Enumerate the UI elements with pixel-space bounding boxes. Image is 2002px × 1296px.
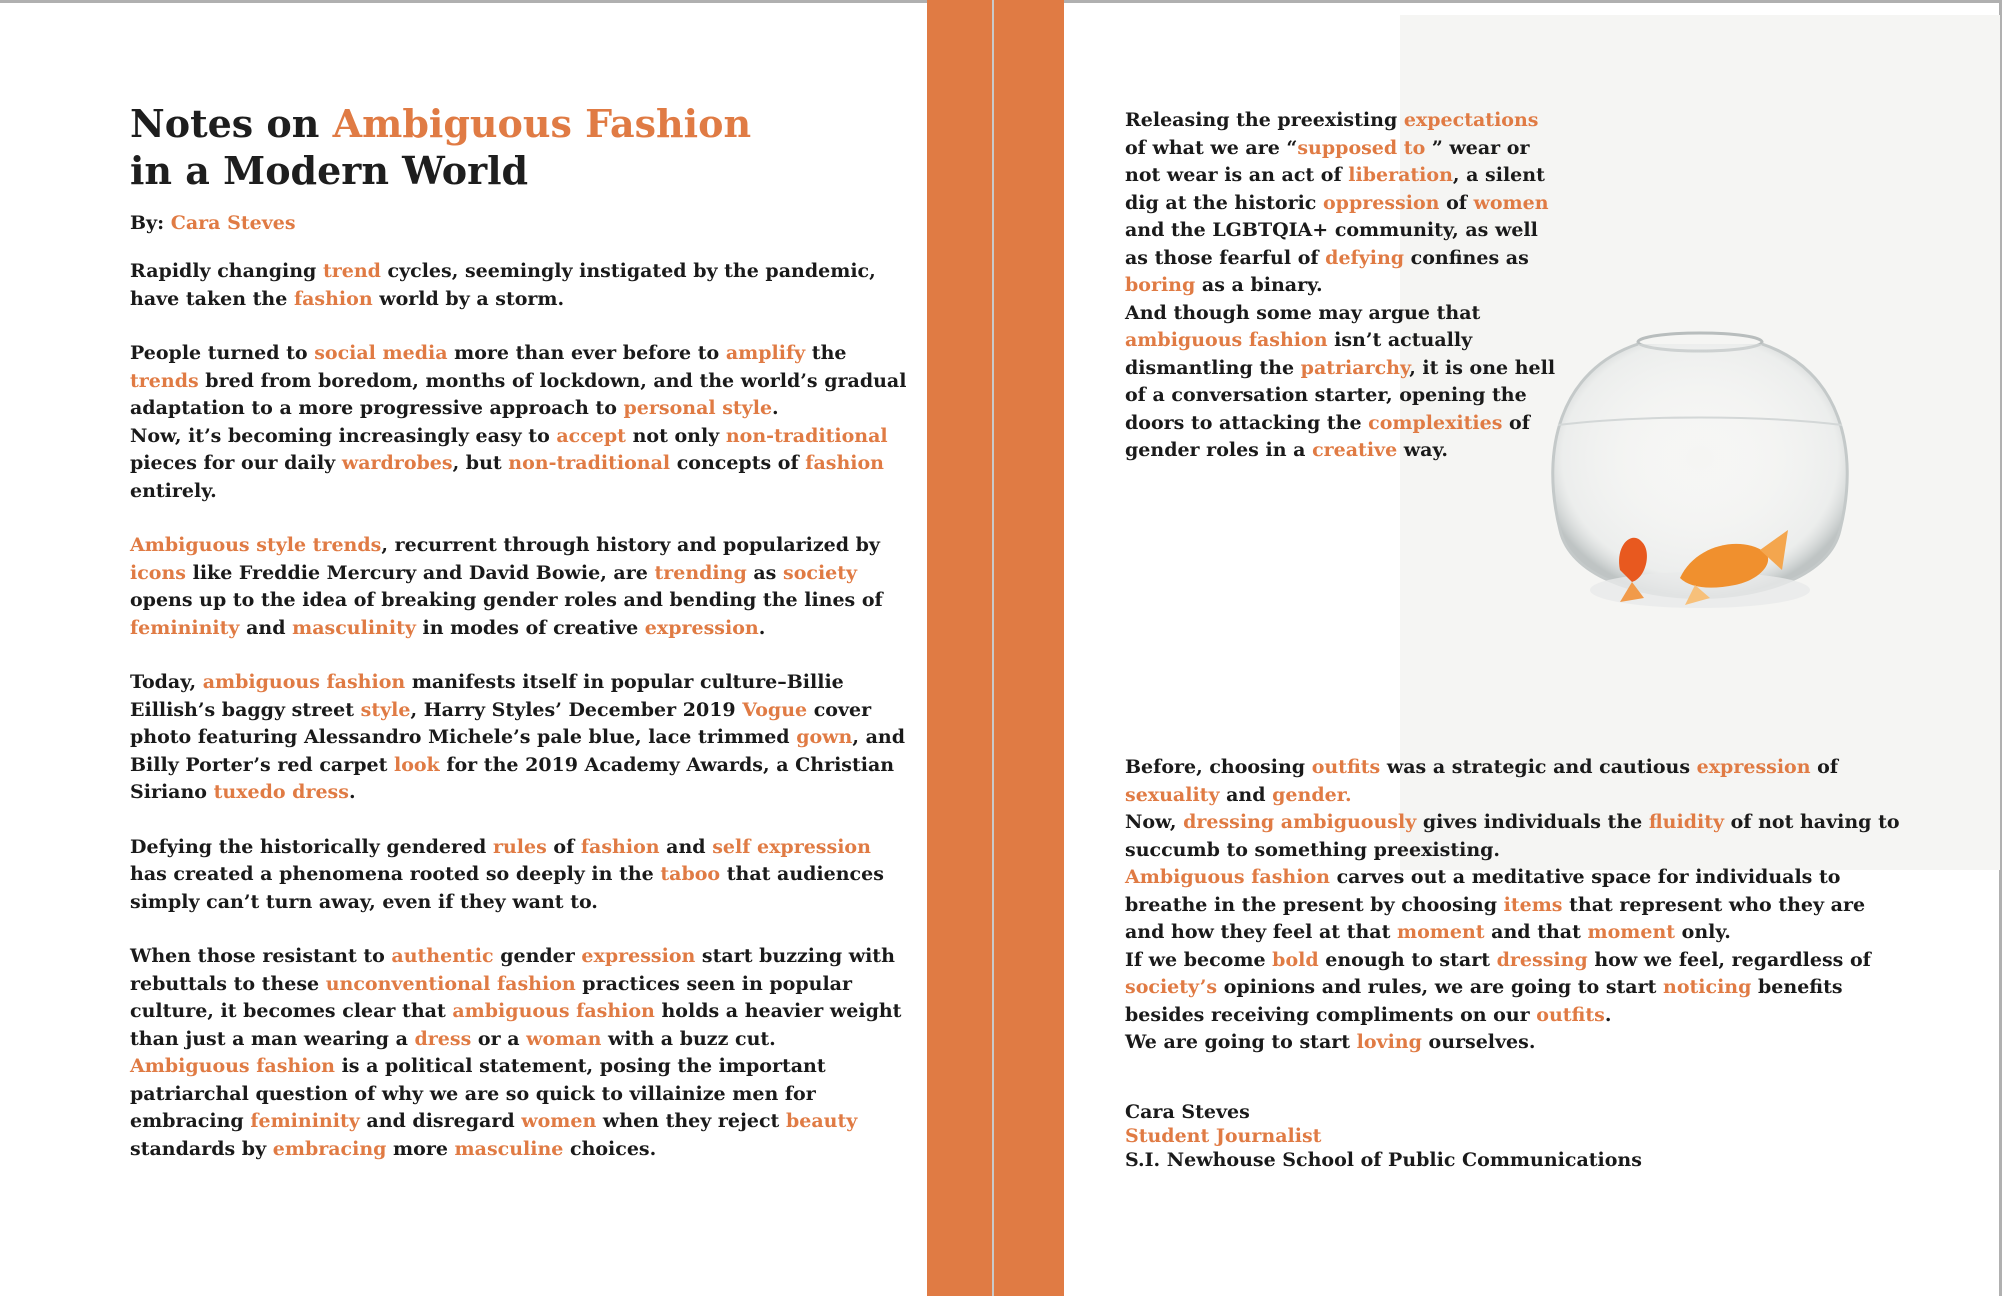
- text-run: for the 2019 Academy Awards, a Christian Siriano: [130, 753, 895, 803]
- highlight-term: fashion: [293, 287, 373, 310]
- highlight-term: patriarchy: [1300, 356, 1410, 379]
- text-run: Defying the historically gendered: [130, 835, 493, 858]
- highlight-term: expression: [581, 945, 696, 967]
- text-run: of gender roles in a: [1125, 411, 1530, 461]
- text-run: , Harry Styles’ December 2019: [410, 698, 743, 721]
- highlight-term: accept: [556, 424, 626, 447]
- text-run: of: [546, 835, 581, 858]
- author-signature: [1125, 1100, 1642, 1172]
- text-run: And though some may argue that: [1125, 301, 1481, 324]
- signature-name: Cara Steves: [1125, 1101, 1250, 1123]
- paragraph: [1125, 107, 1565, 300]
- text-run: that represent who they are and how they feel at that: [1125, 893, 1866, 943]
- highlight-term: items: [1503, 893, 1563, 916]
- text-run: holds a heavier weight than just a man wearing a: [130, 1000, 902, 1050]
- highlight-term: moment: [1587, 921, 1676, 943]
- text-run: gender: [493, 945, 582, 967]
- text-run: Before, choosing: [1125, 756, 1312, 778]
- paragraph: [1125, 809, 1905, 864]
- highlight-term: tuxedo dress: [213, 781, 349, 803]
- highlight-term: Vogue: [742, 698, 808, 721]
- highlight-term: amplify: [725, 342, 806, 364]
- text-run: start buzzing with rebuttals to these: [130, 945, 895, 995]
- highlight-term: dress: [414, 1027, 472, 1050]
- text-run: or a: [471, 1027, 527, 1050]
- text-run: Rapidly changing: [130, 260, 323, 282]
- highlight-term: fashion: [805, 452, 884, 474]
- highlight-term: complexities: [1368, 411, 1503, 434]
- text-run: Releasing the preexisting: [1125, 109, 1404, 131]
- text-run: of: [1810, 756, 1839, 778]
- text-run: bred from boredom, months of lockdown, and the world’s gradual adaptation to a more progressive approach to: [130, 369, 907, 419]
- text-run: concepts of: [670, 452, 806, 474]
- highlight-term: trending: [654, 561, 747, 584]
- text-run: ” wear or not wear is an act of: [1125, 136, 1530, 186]
- highlight-term: beauty: [785, 1110, 858, 1132]
- byline: [130, 212, 910, 234]
- highlight-term: trend: [322, 260, 381, 282]
- orange-stripe-left: [927, 0, 992, 1296]
- text-run: of not having to succumb to something preexisting.: [1125, 811, 1900, 861]
- byline-label: By:: [130, 212, 171, 234]
- highlight-term: expression: [1696, 756, 1811, 778]
- highlight-term: personal style: [623, 397, 773, 419]
- highlight-term: Ambiguous style trends: [130, 534, 382, 556]
- signature-role: Student Journalist: [1125, 1125, 1322, 1147]
- text-run: Today,: [130, 671, 203, 693]
- text-run: carves out a meditative space for individuals to breathe in the present by choosing: [1125, 866, 1841, 916]
- paragraph: [130, 532, 910, 642]
- highlight-term: femininity: [250, 1110, 360, 1132]
- highlight-term: dressing: [1496, 948, 1588, 971]
- highlight-term: oppression: [1323, 191, 1440, 214]
- text-run: When those resistant to: [130, 945, 392, 967]
- highlight-term: Ambiguous fashion: [1125, 866, 1330, 888]
- text-run: .: [1604, 1003, 1612, 1026]
- text-run: .: [758, 616, 766, 639]
- paragraph: [130, 834, 910, 917]
- text-run: entirely.: [130, 479, 217, 502]
- article-body-left: [130, 258, 910, 1163]
- highlight-term: self expression: [712, 835, 871, 858]
- text-run: is a political statement, posing the important patriarchal question of why we are so quick to villainize men for embracing: [130, 1055, 826, 1132]
- text-run: how we feel, regardless of: [1587, 948, 1871, 971]
- highlight-term: masculine: [454, 1137, 564, 1160]
- highlight-term: taboo: [660, 863, 721, 885]
- highlight-term: non-traditional: [508, 452, 671, 474]
- highlight-term: unconventional fashion: [325, 972, 576, 995]
- highlight-term: dressing ambiguously: [1183, 811, 1417, 833]
- highlight-term: creative: [1312, 439, 1398, 461]
- highlight-term: non-traditional: [725, 424, 888, 447]
- highlight-term: society: [783, 561, 858, 584]
- text-run: that audiences simply can’t turn away, even if they want to.: [130, 863, 884, 913]
- text-run: If we become: [1125, 948, 1273, 971]
- text-run: cycles, seemingly instigated by the pandemic, have taken the: [130, 260, 876, 310]
- text-run: cover photo featuring Alessandro Michele’s pale blue, lace trimmed: [130, 698, 872, 748]
- highlight-term: ambiguous fashion: [452, 1000, 655, 1022]
- paragraph: [130, 669, 910, 807]
- article-body-right-bottom: [1125, 754, 1905, 1057]
- text-run: confines as: [1404, 246, 1529, 269]
- text-run: pieces for our daily: [130, 452, 342, 474]
- text-run: ourselves.: [1421, 1031, 1536, 1053]
- text-run: of what we are “: [1125, 136, 1298, 159]
- text-run: , recurrent through history and popularized by: [381, 534, 880, 556]
- text-run: as: [746, 561, 783, 584]
- goldfish-bowl-image: [1520, 330, 1880, 650]
- text-run: , and Billy Porter’s red carpet: [130, 726, 905, 776]
- text-run: opens up to the idea of breaking gender roles and bending the lines of: [130, 589, 883, 611]
- text-run: when they reject: [596, 1110, 786, 1132]
- text-run: opinions and rules, we are going to start: [1217, 976, 1664, 998]
- text-run: world by a storm.: [372, 287, 565, 310]
- text-run: the: [805, 342, 847, 364]
- text-run: with a buzz cut.: [601, 1027, 776, 1050]
- highlight-term: woman: [526, 1027, 602, 1050]
- article-body-right-top: [1125, 107, 1565, 465]
- text-run: manifests itself in popular culture–Billie Eillish’s baggy street: [130, 671, 844, 721]
- highlight-term: trends: [130, 369, 199, 392]
- text-run: of: [1439, 191, 1474, 214]
- highlight-term: supposed to: [1297, 136, 1426, 159]
- highlight-term: wardrobes: [341, 452, 453, 474]
- highlight-term: gender.: [1272, 783, 1352, 806]
- highlight-term: masculinity: [292, 616, 416, 639]
- highlight-term: social media: [314, 342, 448, 364]
- text-run: and: [1219, 783, 1273, 806]
- title-prefix: Notes on: [130, 101, 333, 146]
- signature-school: S.I. Newhouse School of Public Communications: [1125, 1149, 1642, 1171]
- text-run: enough to start: [1318, 948, 1497, 971]
- paragraph: [130, 258, 910, 313]
- text-run: .: [348, 781, 356, 803]
- orange-stripe-right: [994, 0, 1064, 1296]
- highlight-term: women: [1473, 191, 1549, 214]
- highlight-term: society’s: [1125, 976, 1218, 998]
- highlight-term: femininity: [130, 616, 240, 639]
- highlight-term: outfits: [1311, 756, 1381, 778]
- paragraph: [1125, 1029, 1905, 1057]
- left-page: [130, 100, 910, 1190]
- text-run: , it is one hell of a conversation starter, opening the doors to attacking the: [1125, 356, 1556, 434]
- text-run: not only: [625, 424, 726, 447]
- text-run: has created a phenomena rooted so deeply in the: [130, 863, 661, 885]
- highlight-term: moment: [1397, 921, 1485, 943]
- highlight-term: sexuality: [1125, 783, 1220, 806]
- text-run: .: [772, 397, 779, 419]
- highlight-term: rules: [492, 835, 547, 858]
- text-run: practices seen in popular culture, it becomes clear that: [130, 972, 852, 1022]
- byline-author: Cara Steves: [170, 212, 296, 234]
- title-highlight: Ambiguous Fashion: [332, 101, 752, 146]
- highlight-term: look: [393, 753, 440, 776]
- highlight-term: Ambiguous fashion: [130, 1055, 335, 1077]
- highlight-term: women: [521, 1110, 597, 1132]
- highlight-term: fluidity: [1648, 811, 1725, 833]
- text-run: and the LGBTQIA+ community, as well as those fearful of: [1125, 219, 1538, 269]
- paragraph: [1125, 754, 1905, 809]
- highlight-term: gown: [796, 726, 853, 748]
- text-run: in modes of creative: [415, 616, 645, 639]
- text-run: and disregard: [359, 1110, 522, 1132]
- text-run: standards by: [130, 1137, 273, 1160]
- text-run: more: [386, 1137, 455, 1160]
- highlight-term: boring: [1125, 274, 1196, 296]
- paragraph: [130, 943, 910, 1163]
- title-line-2: in a Modern World: [130, 148, 529, 193]
- text-run: and: [659, 835, 713, 858]
- highlight-term: embracing: [272, 1137, 387, 1160]
- text-run: as a binary.: [1195, 274, 1323, 296]
- text-run: Now, it’s becoming increasingly easy to: [130, 424, 557, 447]
- highlight-term: ambiguous fashion: [1125, 329, 1328, 351]
- text-run: We are going to start: [1125, 1031, 1357, 1053]
- text-run: benefits besides receiving compliments on our: [1125, 976, 1843, 1026]
- text-run: , but: [452, 452, 509, 474]
- paragraph: [1125, 864, 1905, 947]
- highlight-term: noticing: [1663, 976, 1752, 998]
- text-run: Now,: [1125, 811, 1184, 833]
- highlight-term: expression: [644, 616, 759, 639]
- highlight-term: icons: [130, 561, 186, 584]
- text-run: People turned to: [130, 342, 315, 364]
- highlight-term: authentic: [391, 945, 494, 967]
- text-run: was a strategic and cautious: [1380, 756, 1697, 778]
- text-run: like Freddie Mercury and David Bowie, are: [185, 561, 655, 584]
- text-run: way.: [1397, 439, 1448, 461]
- highlight-term: defying: [1325, 246, 1405, 269]
- text-run: and: [239, 616, 293, 639]
- highlight-term: bold: [1272, 948, 1319, 971]
- text-run: only.: [1675, 921, 1731, 943]
- paragraph: [1125, 947, 1905, 1030]
- highlight-term: expectations: [1403, 109, 1539, 131]
- text-run: more than ever before to: [447, 342, 726, 364]
- paragraph: [130, 340, 910, 505]
- paragraph: [1125, 300, 1565, 465]
- highlight-term: style: [360, 698, 411, 721]
- page-gutter: [992, 0, 994, 1296]
- highlight-term: fashion: [580, 835, 660, 858]
- highlight-term: outfits: [1536, 1003, 1605, 1026]
- highlight-term: ambiguous fashion: [202, 671, 406, 693]
- highlight-term: liberation: [1348, 164, 1453, 186]
- highlight-term: loving: [1356, 1031, 1422, 1053]
- text-run: , a silent dig at the historic: [1125, 164, 1545, 214]
- text-run: gives individuals the: [1416, 811, 1649, 833]
- text-run: choices.: [563, 1137, 657, 1160]
- article-title: [130, 100, 910, 194]
- text-run: isn’t actually dismantling the: [1125, 329, 1473, 379]
- text-run: and that: [1484, 921, 1588, 943]
